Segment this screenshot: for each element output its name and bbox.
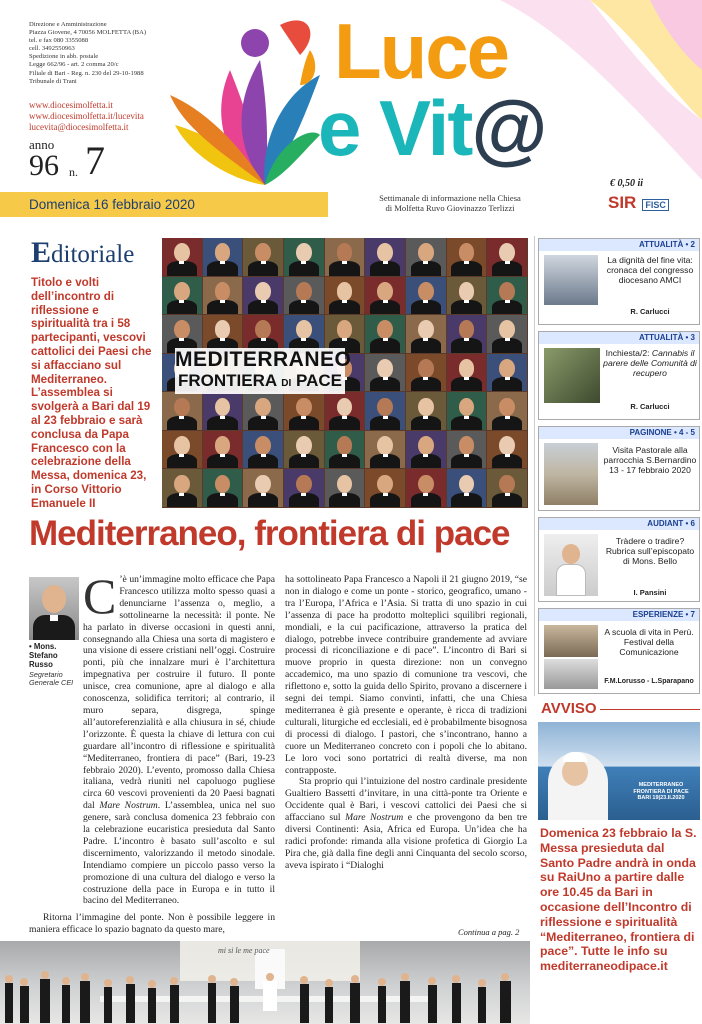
sir-logo: SIR — [608, 193, 637, 212]
avviso-rule — [600, 709, 700, 710]
mass-photo — [0, 941, 530, 1024]
masthead — [0, 0, 702, 220]
bishop-portrait — [365, 431, 405, 469]
sidebar-section: ATTUALITÀ • 3 — [539, 332, 699, 344]
article-text: ’è un’immagine molto efficace che Papa Francesco utilizza molto spesso quasi a denunciarne l’assenza o, meglio, a sottolinearne la necessità: il ponte. Ne ha parlato in diverse occasioni in questi anni, consegnando alla Chiesa una sorta di magistero e una visione di essere cristiani nell’oggi. Costruire ponti, più che innalzare muri è l’architettura impegnativa per costruire il futuro. Il ponte unisce, crea comunione, apre al dialogo e alla conoscenza, solidifica territori; al contrario, il muro separa, disgrega, spinge all’autoreferenzialità e alla chiusura in sé, chiude l’orizzonte. È questa la chiave di lettura con cui guardare all’incontro di riflessione e spiritualità “Mediterraneo, frontiera di pace” (Bari, 19-23 febbraio 2020). L’evento, promosso dalla Chiesa italiana, vedrà riuniti nel capoluogo pugliese circa 60 vescovi provenienti da 20 Paesi bagnati dal — [83, 574, 275, 812]
bishop-portrait — [406, 431, 446, 469]
article-paragraph — [83, 568, 275, 907]
bishop-portrait — [365, 277, 405, 315]
editoriale-summary: Titolo e volti dell’incontro di riflessione e spiritualità tra i 58 partecipanti, vescovi cattolici dei Paesi che si affacciano sul Mediterraneo. L’assemblea si svolgerà a Bari dal 19 al 23 febbraio e sarà conclusa da Papa Francesco con la celebrazione della Messa, domenica 23, in Corso Vittorio Emanuele II — [31, 276, 152, 510]
article-text: e che provengono da ben tre diversi Continenti: Asia, Africa ed Europa. Un’idea che ha radici profonde: rimanda alla visione profetica di Giorgio La Pira che, già dalla fine degli anni Cinquanta del secolo scorso, aveva ispirato i “Dialoghi — [285, 812, 527, 871]
numero-label: n. — [69, 165, 78, 179]
title-evit-text: e Vit — [318, 84, 472, 172]
sidebar-card-paginone[interactable] — [538, 426, 700, 511]
bishop-portrait — [162, 238, 202, 276]
anno-label: anno — [29, 137, 55, 152]
bishop-portrait — [487, 431, 527, 469]
bishop-portrait — [487, 315, 527, 353]
article-column-1b — [29, 912, 275, 936]
sidebar-author: I. Pansini — [633, 588, 667, 597]
article-text: . L’assemblea, unica nel suo genere, sarà conclusa domenica 23 febbraio con la celebrazione eucaristica presieduta dal Santo Padre. L’incontro è basato sull’ascolto e sul discernimento, valorizzando il metodo sinodale. Intendiamo compiere un piccolo passo verso la promozione di una cultura del dialogo e verso la costruzione della pace in Europa e in tutto il bacino del Mediterraneo. — [83, 800, 275, 907]
sidebar-thumb — [544, 443, 598, 505]
bishop-portrait — [243, 469, 283, 507]
article-column-1 — [83, 568, 275, 907]
bishop-portrait — [487, 392, 527, 430]
bishop-portrait — [243, 277, 283, 315]
sidebar-text-italic: Cannabis il parere delle Comunità di recupero — [603, 348, 697, 378]
bishop-portrait — [162, 277, 202, 315]
article-paragraph: Ritorna l’immagine del ponte. Non è possibile leggere in maniera efficace lo spazio bagnato da questo mare, — [29, 912, 275, 935]
subtitle-line: Settimanale di informazione nella Chiesa — [379, 193, 521, 203]
issue-info — [29, 138, 169, 188]
bishop-portrait — [203, 469, 243, 507]
sidebar-section: AUDIANT • 6 — [539, 518, 699, 530]
title-at-sign: @ — [471, 84, 546, 172]
article-italic: Mare Nostrum — [99, 800, 158, 812]
bishop-portrait — [284, 277, 324, 315]
author-info — [29, 642, 79, 688]
banner-frontiera: FRONTIERA — [178, 371, 277, 390]
bishop-portrait — [406, 238, 446, 276]
sidebar-thumb — [544, 659, 598, 689]
banner-di: DI — [281, 378, 292, 389]
collage-banner — [175, 348, 352, 394]
article-italic: Mare Nostrum — [345, 812, 404, 824]
admin-line: Piazza Giovene, 4 70056 MOLFETTA (BA) — [29, 29, 147, 37]
price: € 0,50 ii — [610, 178, 644, 189]
bishop-portrait — [284, 469, 324, 507]
bishop-portrait — [162, 469, 202, 507]
sidebar-author: R. Carlucci — [630, 402, 670, 411]
bishop-portrait — [325, 277, 365, 315]
sidebar-text — [603, 348, 697, 378]
sidebar-thumb — [544, 255, 598, 305]
bishop-portrait — [487, 277, 527, 315]
bishop-portrait — [447, 469, 487, 507]
article-column-2 — [285, 574, 527, 872]
article-paragraph — [285, 776, 527, 871]
continue-link[interactable]: Continua a pag. 2 — [458, 927, 520, 937]
bishop-portrait — [365, 238, 405, 276]
numero-value: 7 — [85, 138, 105, 183]
anno-value: 96 — [29, 149, 59, 182]
sidebar-section: ESPERIENZE • 7 — [539, 609, 699, 621]
bishop-portrait — [243, 392, 283, 430]
admin-line: tel. e fax 080 3355088 — [29, 37, 89, 45]
bishop-portrait — [325, 392, 365, 430]
bishop-portrait — [447, 392, 487, 430]
sidebar-text: La dignità del fine vita: cronaca del congresso diocesano AMCI — [606, 255, 694, 285]
bishop-portrait — [406, 469, 446, 507]
bishop-portrait — [365, 469, 405, 507]
lucevita-link[interactable]: www.diocesimolfetta.it/lucevita — [29, 111, 144, 121]
bishop-portrait — [447, 431, 487, 469]
bishop-portrait — [203, 392, 243, 430]
bishop-portrait — [284, 392, 324, 430]
bishop-portrait — [162, 392, 202, 430]
email-link[interactable]: lucevita@diocesimolfetta.it — [29, 122, 129, 132]
avviso-photo — [538, 722, 700, 820]
sidebar-text: Visita Pastorale alla parrocchia S.Bernardino 13 - 17 febbraio 2020 — [603, 445, 697, 475]
editoriale-initial: E — [31, 236, 52, 269]
avviso-text: Domenica 23 febbraio la S. Messa presieduta dal Santo Padre andrà in onda su RaiUno a partire dalle ore 10.45 da Bari in occasione dell’Incontro di riflessione e spiritualità “Mediterraneo, frontiera di pace”. Tutte le info su mediterraneodipace.it — [540, 826, 697, 974]
admin-line: Spedizione in abb. postale — [29, 53, 99, 61]
admin-line: Filiale di Bari - Reg. n. 230 del 29-10-1988 — [29, 69, 144, 77]
avviso-photo-caption: MEDITERRANEO FRONTIERA DI PACE BARI 19|23.II.2020 — [633, 782, 689, 801]
bishop-portrait — [162, 431, 202, 469]
sidebar-card-audiant[interactable] — [538, 517, 700, 602]
drop-cap: C — [83, 568, 117, 624]
sir-fisc-logos — [608, 193, 686, 215]
sidebar-card-attualita-2[interactable] — [538, 238, 700, 325]
avviso-label: AVVISO — [541, 700, 597, 717]
sidebar-author: R. Carlucci — [630, 307, 670, 316]
bishop-portrait — [487, 469, 527, 507]
bishop-portrait — [406, 315, 446, 353]
sidebar-author: F.M.Lorusso - L.Sparapano — [604, 678, 694, 685]
bishop-portrait — [365, 354, 405, 392]
banner-line1: MEDITERRANEO — [175, 348, 352, 371]
author-role: Segretario Generale CEI — [29, 669, 74, 688]
bishop-portrait — [487, 238, 527, 276]
date-bar — [0, 192, 328, 217]
bishop-portrait — [325, 469, 365, 507]
editoriale-label-rest: ditoriale — [51, 241, 135, 268]
author-name: • Mons. Stefano Russo — [29, 642, 58, 670]
sidebar-section: ATTUALITÀ • 2 — [539, 239, 699, 251]
bishop-portrait — [325, 238, 365, 276]
admin-line: Legge 662/96 - art. 2 comma 20/c — [29, 61, 119, 69]
sidebar-thumb — [544, 625, 598, 657]
bishop-portrait — [447, 315, 487, 353]
bishop-portrait — [487, 354, 527, 392]
admin-line: cell. 3492550963 — [29, 45, 75, 53]
author-photo — [29, 577, 79, 640]
banner-line2 — [175, 371, 345, 394]
sidebar-text: Tràdere o tradire? Rubrica sull’episcopato di Mons. Bello — [605, 536, 695, 566]
sidebar-thumb — [544, 534, 598, 596]
admin-line: Tribunale di Trani — [29, 77, 77, 85]
masthead-title-evit — [318, 84, 546, 172]
bishop-portrait — [406, 392, 446, 430]
bishop-portrait — [325, 431, 365, 469]
bishop-portrait — [243, 431, 283, 469]
bishop-portrait — [406, 277, 446, 315]
bishop-portrait — [243, 238, 283, 276]
bishop-portrait — [447, 277, 487, 315]
photo-banner-text: mi si le me pace — [218, 946, 270, 955]
sidebar-thumb — [544, 348, 600, 403]
fisc-logo: FISC — [642, 199, 669, 211]
logo-mark — [170, 15, 320, 200]
subtitle-line: di Molfetta Ruvo Giovinazzo Terlizzi — [385, 202, 515, 213]
sidebar-text: A scuola di vita in Perù. Festival della Comunicazione — [604, 627, 694, 657]
bishop-portrait — [203, 238, 243, 276]
bishop-portrait — [406, 354, 446, 392]
sidebar-rule — [534, 236, 535, 696]
bishop-portrait — [284, 431, 324, 469]
sidebar-text-plain: Inchiesta/2: — [605, 348, 652, 358]
editoriale-label — [31, 236, 134, 270]
masthead-title-luce: Luce — [334, 7, 509, 95]
sidebar-card-attualita-3[interactable] — [538, 331, 700, 420]
sidebar-card-esperienze[interactable] — [538, 608, 700, 694]
bishop-portrait — [447, 354, 487, 392]
bishop-portrait — [203, 277, 243, 315]
banner-pace: PACE — [296, 371, 342, 390]
article-paragraph: ha sottolineato Papa Francesco a Napoli il 21 giugno 2019, “se non in dialogo e come un ponte - storico, geografico, umano - tra l’Europa, l’Africa e l’Asia. Si tratta di uno spazio in cui l’assenza di pace ha prodotto molteplici squilibri regionali, mondiali, e la cui pacificazione, attraverso la pratica del dialogo, potrebbe invece contribuire grandemente ad avviare processi di riconciliazione e di pace”. L’incontro di Bari si muove proprio in questa direzione: non un convegno accademico, ma uno spazio di comunione tra vescovi, che riflettono e, sotto la guida dello Spirito, provano a discernere i segni dei tempi. Siamo convinti, infatti, che una Chiesa mediterranea è già presente e operante, è ricca di tradizioni culturali, liturgiche ed ecclesiali, ed è probabilmente bisognosa di processi di dialogo. I pastori, che s’incontrano, hanno a cuore un Mediterraneo concreto con i popoli che lo abitano. Le loro voci sono portatrici di realtà diverse, ma non contrapposte. — [285, 574, 527, 776]
issue-date: Domenica 16 febbraio 2020 — [29, 197, 195, 212]
sidebar-section: PAGINONE • 4 - 5 — [539, 427, 699, 439]
main-headline: Mediterraneo, frontiera di pace — [29, 514, 510, 553]
bishop-portrait — [284, 238, 324, 276]
bishop-portrait — [365, 392, 405, 430]
bishop-portrait — [447, 238, 487, 276]
subtitle — [330, 194, 570, 213]
bishop-portrait — [203, 431, 243, 469]
admin-line: Direzione e Amministrazione — [29, 21, 107, 28]
website-link[interactable]: www.diocesimolfetta.it — [29, 100, 113, 110]
article-text: Sta proprio qui l’intuizione del nostro cardinale presidente Gualtiero Bassetti d’invitare, in una città-ponte tra Oriente e Occidente qual è Bari, i vescovi cattolici dei Paesi che si affacciano sul — [285, 776, 527, 824]
bishop-portrait — [365, 315, 405, 353]
